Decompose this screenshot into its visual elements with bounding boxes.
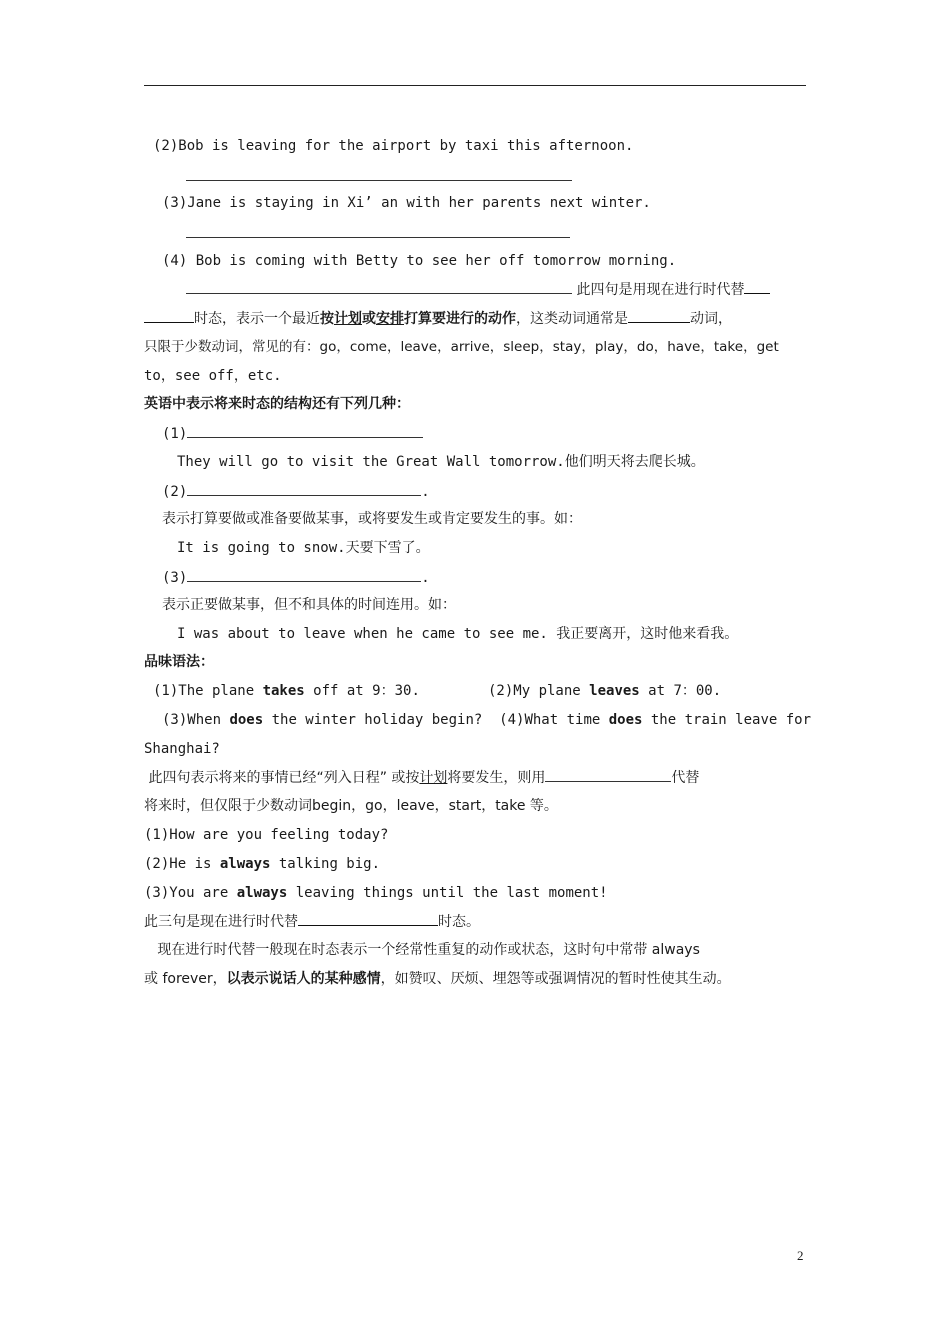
progressive-example-3: (3)You are always leaving things until the last moment! [144, 885, 608, 901]
schedule-tense-blank[interactable] [545, 767, 671, 782]
structure-2-example: It is going to snow.天要下雪了。 [177, 540, 430, 556]
structure-2: (2) . [162, 481, 430, 502]
progressive-explanation-3: 或 forever，以表示说话人的某种感情，如赞叹、厌烦、埋怨等或强调情况的暂时性使其生动。 [144, 971, 731, 987]
structure-3: (3) . [162, 567, 430, 588]
progressive-explanation-2: 现在进行时代替一般现在时态表示一个经常性重复的动作或状态，这时句中常带 always [144, 942, 700, 958]
explanation-line-2: 时态，表示一个最近按计划或安排打算要进行的动作，这类动词通常是 动词， [144, 308, 732, 329]
example-row-2: (3)When does the winter holiday begin? (4)What time does the train leave for [162, 712, 812, 728]
page-number: 2 [797, 1248, 804, 1263]
tense-blank-b[interactable] [144, 308, 194, 323]
answer-blank-2[interactable] [186, 166, 572, 187]
schedule-explanation-2: 将来时，但仅限于少数动词begin，go，leave，start，take 等。 [144, 798, 558, 814]
sentence-2: (2)Bob is leaving for the airport by taxi this afternoon. [153, 138, 634, 154]
structure-2-blank[interactable] [187, 481, 421, 496]
progressive-example-1: (1)How are you feeling today? [144, 827, 389, 843]
progressive-example-2: (2)He is always talking big. [144, 856, 381, 872]
answer-blank-4[interactable] [186, 279, 572, 294]
structure-1-example: They will go to visit the Great Wall tomorrow.他们明天将去爬长城。 [177, 454, 705, 470]
structure-2-description: 表示打算要做或准备要做某事，或将要发生或肯定要发生的事。如： [162, 511, 582, 527]
explanation-line-3: 只限于少数动词，常见的有：go，come，leave，arrive，sleep，stay，play，do，have，take，get [144, 339, 779, 355]
progressive-tense-blank[interactable] [298, 911, 438, 926]
structure-3-blank[interactable] [187, 567, 421, 582]
example-row-1: (1)The plane takes off at 9：30. [153, 683, 420, 699]
example-row-3: Shanghai? [144, 741, 220, 757]
structure-1-blank[interactable] [187, 423, 423, 438]
structure-3-example: I was about to leave when he came to see me. 我正要离开，这时他来看我。 [177, 626, 739, 642]
structure-1: (1) [162, 423, 423, 444]
sentence-3: (3)Jane is staying in Xi’ an with her parents next winter. [162, 195, 651, 211]
future-structures-heading: 英语中表示将来时态的结构还有下列几种： [144, 396, 410, 412]
explanation-line-1: 此四句是用现在进行时代替 [186, 279, 770, 300]
grammar-heading: 品味语法： [144, 654, 214, 670]
example-row-1b: (2)My plane leaves at 7：00. [488, 683, 722, 699]
tense-blank-a[interactable] [744, 279, 770, 294]
explanation-line-4: to，see off，etc. [144, 368, 282, 384]
answer-blank-3[interactable] [186, 223, 570, 244]
verb-type-blank[interactable] [628, 308, 690, 323]
sentence-4: (4) Bob is coming with Betty to see her off tomorrow morning. [162, 253, 677, 269]
schedule-explanation-1: 此四句表示将来的事情已经“列入日程” 或按计划将要发生，则用 代替 [144, 767, 699, 788]
structure-3-description: 表示正要做某事，但不和具体的时间连用。如： [162, 597, 456, 613]
progressive-explanation-1: 此三句是现在进行时代替 时态。 [144, 911, 480, 932]
header-rule [144, 85, 806, 86]
